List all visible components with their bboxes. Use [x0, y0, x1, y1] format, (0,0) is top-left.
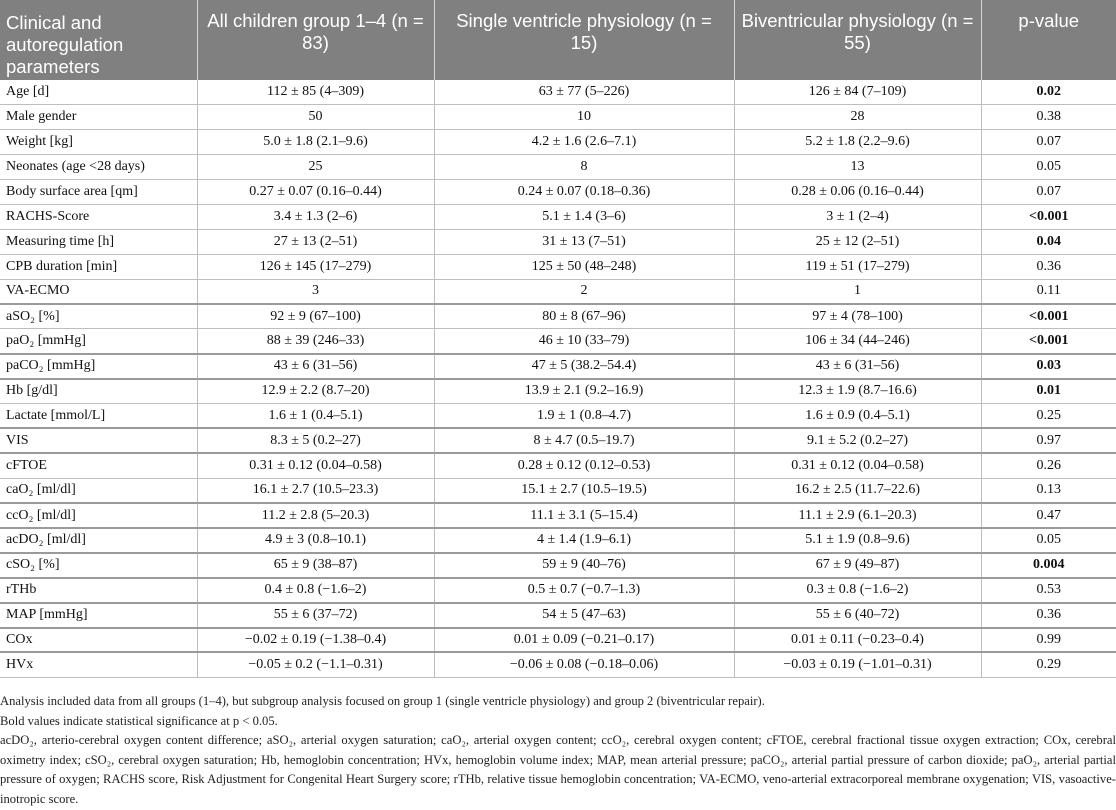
cell-all-children: 3: [197, 279, 434, 304]
cell-all-children: 112 ± 85 (4–309): [197, 80, 434, 105]
cell-p-value: 0.36: [981, 603, 1116, 628]
cell-single-ventricle: 8: [434, 155, 734, 180]
cell-all-children: 92 ± 9 (67–100): [197, 304, 434, 329]
cell-p-value: 0.13: [981, 478, 1116, 503]
table-row: [0, 254, 1116, 279]
row-parameter: paO₂ [mmHg]: [0, 329, 197, 354]
header-single-ventricle: Single ventricle physiology (n = 15): [434, 0, 734, 80]
table-row: [0, 354, 1116, 379]
table-row: [0, 453, 1116, 478]
cell-p-value: 0.004: [981, 553, 1116, 578]
table-row: [0, 578, 1116, 603]
cell-single-ventricle: 46 ± 10 (33–79): [434, 329, 734, 354]
cell-single-ventricle: 13.9 ± 2.1 (9.2–16.9): [434, 379, 734, 404]
cell-single-ventricle: 31 ± 13 (7–51): [434, 229, 734, 254]
cell-biventricular: 0.31 ± 0.12 (0.04–0.58): [734, 453, 981, 478]
cell-biventricular: 3 ± 1 (2–4): [734, 204, 981, 229]
row-parameter: Lactate [mmol/L]: [0, 404, 197, 429]
cell-biventricular: 5.1 ± 1.9 (0.8–9.6): [734, 528, 981, 553]
cell-p-value: 0.05: [981, 528, 1116, 553]
cell-biventricular: 126 ± 84 (7–109): [734, 80, 981, 105]
row-parameter: Neonates (age <28 days): [0, 155, 197, 180]
header-biventricular: Biventricular physiology (n = 55): [734, 0, 981, 80]
cell-all-children: 11.2 ± 2.8 (5–20.3): [197, 503, 434, 528]
cell-single-ventricle: 4 ± 1.4 (1.9–6.1): [434, 528, 734, 553]
cell-biventricular: 13: [734, 155, 981, 180]
table-row: [0, 80, 1116, 105]
cell-all-children: 25: [197, 155, 434, 180]
cell-biventricular: 1: [734, 279, 981, 304]
cell-single-ventricle: 15.1 ± 2.7 (10.5–19.5): [434, 478, 734, 503]
table-row: [0, 229, 1116, 254]
cell-biventricular: 1.6 ± 0.9 (0.4–5.1): [734, 404, 981, 429]
cell-p-value: 0.03: [981, 354, 1116, 379]
row-parameter: VA-ECMO: [0, 279, 197, 304]
cell-biventricular: 0.28 ± 0.06 (0.16–0.44): [734, 180, 981, 205]
row-parameter: COx: [0, 628, 197, 653]
cell-p-value: 0.25: [981, 404, 1116, 429]
table-row: [0, 603, 1116, 628]
table-row: [0, 404, 1116, 429]
cell-single-ventricle: 11.1 ± 3.1 (5–15.4): [434, 503, 734, 528]
cell-single-ventricle: 5.1 ± 1.4 (3–6): [434, 204, 734, 229]
footnote-abbreviations: acDO₂, arterio-cerebral oxygen content difference; aSO₂, arterial oxygen saturation; caO₂, arterial oxygen content; ccO₂, cerebral oxygen content; cFTOE, cerebral fractional tissue oxygen extraction; COx, cerebral oximetry index; cSO₂, cerebral oxygen saturation; Hb, hemoglobin concentration; HVx, hemoglobin volume index; MAP, mean arterial pressure; paCO₂, arterial partial pressure of carbon dioxide; paO₂, arterial partial pressure of oxygen; RACHS score, Risk Adjustment for Congenital Heart Surgery score; rTHb, relative tissue hemoglobin concentration; VA-ECMO, veno-arterial extracorporeal membrane oxygenation; VIS, vasoactive-inotropic score.: [0, 733, 1116, 806]
cell-p-value: 0.47: [981, 503, 1116, 528]
cell-biventricular: 12.3 ± 1.9 (8.7–16.6): [734, 379, 981, 404]
footnote-analysis: Analysis included data from all groups (1–4), but subgroup analysis focused on group 1 (single ventricle physiology) and group 2 (biventricular repair).: [0, 694, 765, 708]
cell-all-children: 4.9 ± 3 (0.8–10.1): [197, 528, 434, 553]
cell-biventricular: 55 ± 6 (40–72): [734, 603, 981, 628]
cell-all-children: −0.02 ± 0.19 (−1.38–0.4): [197, 628, 434, 653]
table-row: [0, 528, 1116, 553]
cell-single-ventricle: 2: [434, 279, 734, 304]
cell-p-value: <0.001: [981, 204, 1116, 229]
cell-biventricular: 106 ± 34 (44–246): [734, 329, 981, 354]
row-parameter: Body surface area [qm]: [0, 180, 197, 205]
table-row: [0, 379, 1116, 404]
table-row: [0, 628, 1116, 653]
cell-biventricular: 25 ± 12 (2–51): [734, 229, 981, 254]
cell-biventricular: 11.1 ± 2.9 (6.1–20.3): [734, 503, 981, 528]
cell-p-value: 0.99: [981, 628, 1116, 653]
table-row: [0, 204, 1116, 229]
cell-biventricular: 97 ± 4 (78–100): [734, 304, 981, 329]
row-parameter: acDO₂ [ml/dl]: [0, 528, 197, 553]
row-parameter: cFTOE: [0, 453, 197, 478]
row-parameter: HVx: [0, 652, 197, 677]
row-parameter: aSO₂ [%]: [0, 304, 197, 329]
cell-single-ventricle: 4.2 ± 1.6 (2.6–7.1): [434, 130, 734, 155]
cell-all-children: 50: [197, 105, 434, 130]
cell-all-children: 5.0 ± 1.8 (2.1–9.6): [197, 130, 434, 155]
cell-all-children: 65 ± 9 (38–87): [197, 553, 434, 578]
cell-biventricular: 5.2 ± 1.8 (2.2–9.6): [734, 130, 981, 155]
row-parameter: paCO₂ [mmHg]: [0, 354, 197, 379]
cell-all-children: 88 ± 39 (246–33): [197, 329, 434, 354]
cell-p-value: 0.11: [981, 279, 1116, 304]
cell-biventricular: 67 ± 9 (49–87): [734, 553, 981, 578]
footnote-bold-note: Bold values indicate statistical significance at p < 0.05.: [0, 713, 278, 728]
row-parameter: MAP [mmHg]: [0, 603, 197, 628]
cell-p-value: 0.38: [981, 105, 1116, 130]
cell-all-children: 27 ± 13 (2–51): [197, 229, 434, 254]
cell-p-value: 0.26: [981, 453, 1116, 478]
cell-all-children: 12.9 ± 2.2 (8.7–20): [197, 379, 434, 404]
row-parameter: ccO₂ [ml/dl]: [0, 503, 197, 528]
cell-all-children: 0.4 ± 0.8 (−1.6–2): [197, 578, 434, 603]
table-row: [0, 652, 1116, 677]
cell-biventricular: 0.3 ± 0.8 (−1.6–2): [734, 578, 981, 603]
cell-p-value: 0.04: [981, 229, 1116, 254]
table-header: [0, 0, 1116, 80]
cell-all-children: 55 ± 6 (37–72): [197, 603, 434, 628]
row-parameter: cSO₂ [%]: [0, 553, 197, 578]
header-all-children: All children group 1–4 (n = 83): [197, 0, 434, 80]
header-parameters: Clinical and autoregulation parameters: [0, 0, 197, 80]
row-parameter: Male gender: [0, 105, 197, 130]
cell-single-ventricle: 63 ± 77 (5–226): [434, 80, 734, 105]
cell-p-value: <0.001: [981, 304, 1116, 329]
cell-single-ventricle: 10: [434, 105, 734, 130]
row-parameter: Measuring time [h]: [0, 229, 197, 254]
cell-single-ventricle: 125 ± 50 (48–248): [434, 254, 734, 279]
cell-single-ventricle: 47 ± 5 (38.2–54.4): [434, 354, 734, 379]
cell-biventricular: 28: [734, 105, 981, 130]
row-parameter: caO₂ [ml/dl]: [0, 478, 197, 503]
cell-p-value: 0.36: [981, 254, 1116, 279]
table-row: [0, 130, 1116, 155]
cell-all-children: 0.27 ± 0.07 (0.16–0.44): [197, 180, 434, 205]
cell-p-value: 0.02: [981, 80, 1116, 105]
table-row: [0, 503, 1116, 528]
cell-biventricular: 0.01 ± 0.11 (−0.23–0.4): [734, 628, 981, 653]
cell-p-value: 0.07: [981, 130, 1116, 155]
cell-p-value: <0.001: [981, 329, 1116, 354]
cell-single-ventricle: 1.9 ± 1 (0.8–4.7): [434, 404, 734, 429]
table-row: [0, 155, 1116, 180]
table-body: [0, 80, 1116, 677]
cell-single-ventricle: 8 ± 4.7 (0.5–19.7): [434, 428, 734, 453]
table-footnotes: [0, 692, 1116, 810]
cell-biventricular: 43 ± 6 (31–56): [734, 354, 981, 379]
row-parameter: Hb [g/dl]: [0, 379, 197, 404]
row-parameter: RACHS-Score: [0, 204, 197, 229]
header-row: [0, 0, 1116, 80]
cell-single-ventricle: 80 ± 8 (67–96): [434, 304, 734, 329]
table-row: [0, 304, 1116, 329]
table-row: [0, 105, 1116, 130]
table-row: [0, 180, 1116, 205]
cell-single-ventricle: −0.06 ± 0.08 (−0.18–0.06): [434, 652, 734, 677]
cell-p-value: 0.01: [981, 379, 1116, 404]
cell-all-children: 3.4 ± 1.3 (2–6): [197, 204, 434, 229]
cell-single-ventricle: 59 ± 9 (40–76): [434, 553, 734, 578]
table-row: [0, 478, 1116, 503]
cell-all-children: 0.31 ± 0.12 (0.04–0.58): [197, 453, 434, 478]
row-parameter: CPB duration [min]: [0, 254, 197, 279]
cell-biventricular: −0.03 ± 0.19 (−1.01–0.31): [734, 652, 981, 677]
cell-p-value: 0.97: [981, 428, 1116, 453]
cell-single-ventricle: 54 ± 5 (47–63): [434, 603, 734, 628]
cell-p-value: 0.53: [981, 578, 1116, 603]
cell-all-children: 1.6 ± 1 (0.4–5.1): [197, 404, 434, 429]
table-row: [0, 428, 1116, 453]
table-row: [0, 279, 1116, 304]
cell-p-value: 0.07: [981, 180, 1116, 205]
cell-all-children: 126 ± 145 (17–279): [197, 254, 434, 279]
table-row: [0, 553, 1116, 578]
row-parameter: rTHb: [0, 578, 197, 603]
table-row: [0, 329, 1116, 354]
cell-biventricular: 16.2 ± 2.5 (11.7–22.6): [734, 478, 981, 503]
row-parameter: Age [d]: [0, 80, 197, 105]
row-parameter: VIS: [0, 428, 197, 453]
cell-single-ventricle: 0.24 ± 0.07 (0.18–0.36): [434, 180, 734, 205]
cell-single-ventricle: 0.28 ± 0.12 (0.12–0.53): [434, 453, 734, 478]
cell-all-children: 16.1 ± 2.7 (10.5–23.3): [197, 478, 434, 503]
cell-single-ventricle: 0.01 ± 0.09 (−0.21–0.17): [434, 628, 734, 653]
cell-biventricular: 9.1 ± 5.2 (0.2–27): [734, 428, 981, 453]
row-parameter: Weight [kg]: [0, 130, 197, 155]
cell-p-value: 0.29: [981, 652, 1116, 677]
cell-p-value: 0.05: [981, 155, 1116, 180]
cell-all-children: 8.3 ± 5 (0.2–27): [197, 428, 434, 453]
header-p-value: p-value: [981, 0, 1116, 80]
cell-single-ventricle: 0.5 ± 0.7 (−0.7–1.3): [434, 578, 734, 603]
cell-all-children: −0.05 ± 0.2 (−1.1–0.31): [197, 652, 434, 677]
cell-all-children: 43 ± 6 (31–56): [197, 354, 434, 379]
cell-biventricular: 119 ± 51 (17–279): [734, 254, 981, 279]
